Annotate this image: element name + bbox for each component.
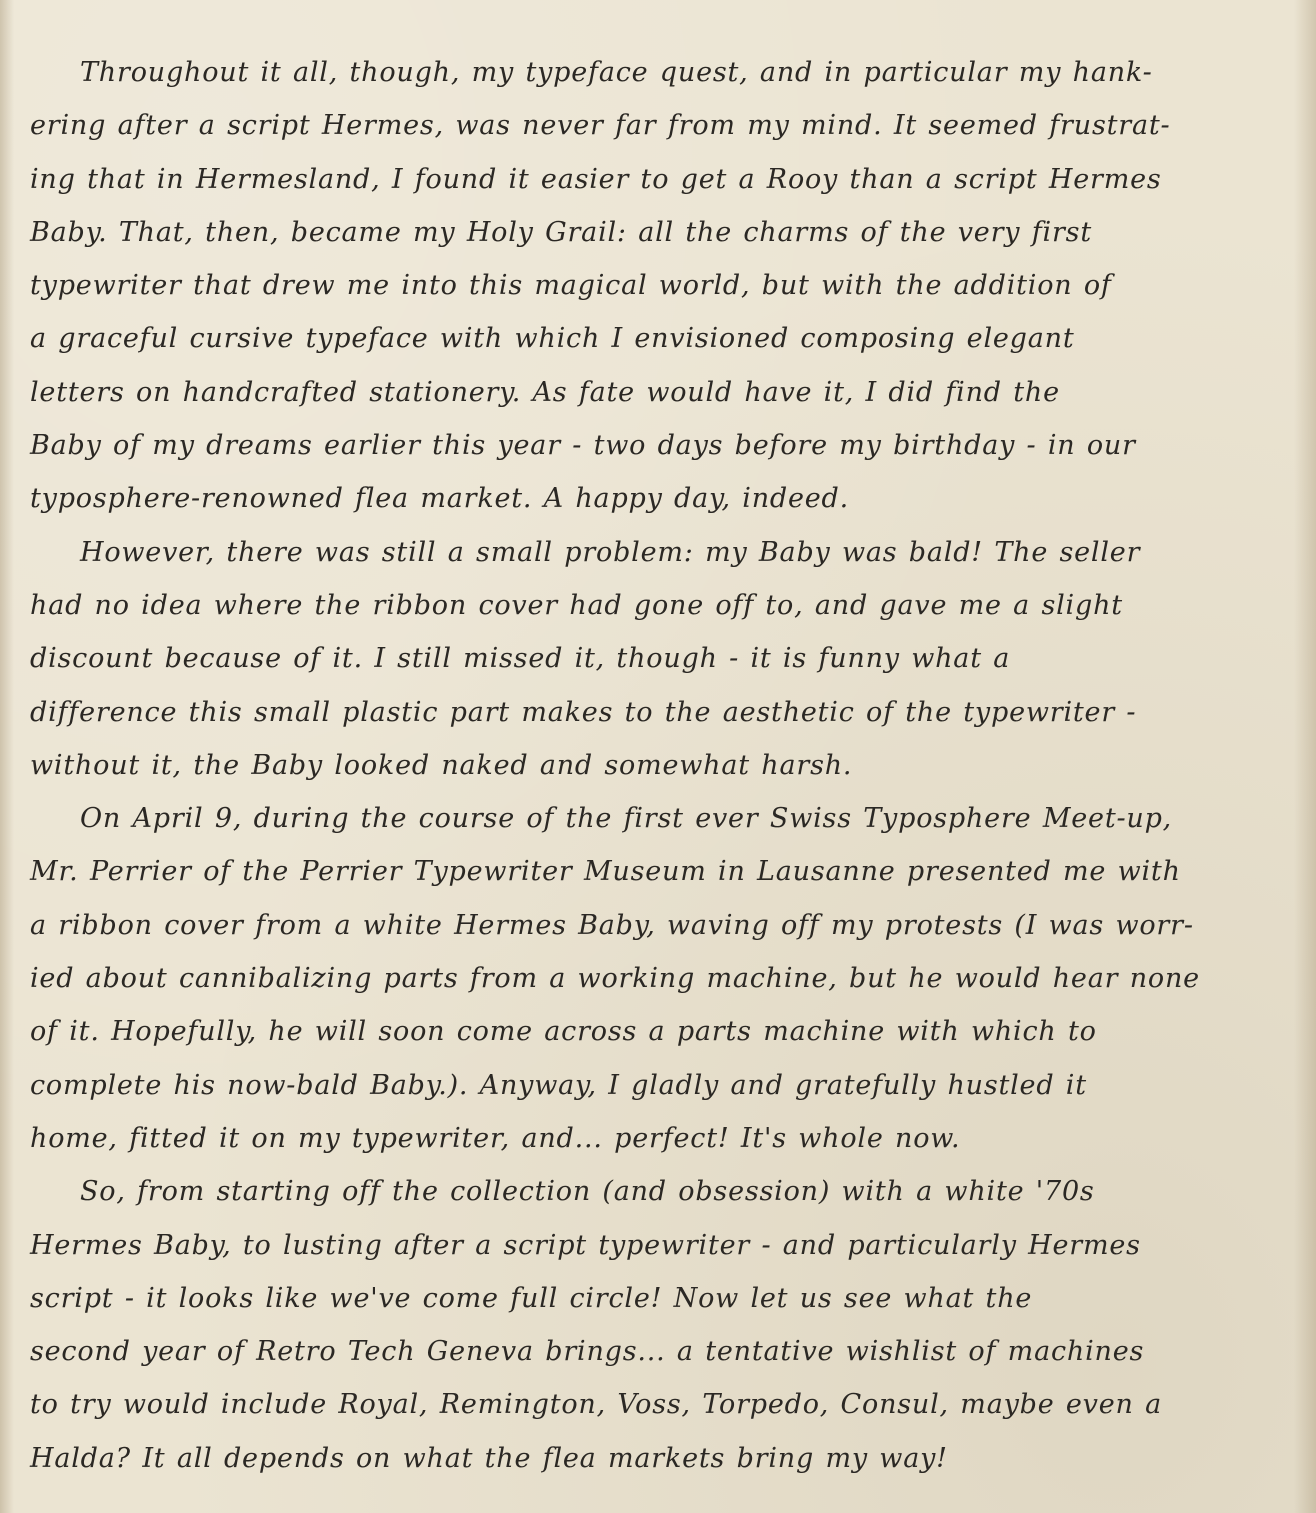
paragraph-3 xyxy=(30,792,1290,1165)
text-line: a graceful cursive typeface with which I envisioned composing elegant xyxy=(30,323,1075,355)
text-line: without it, the Baby looked naked and somewhat harsh. xyxy=(30,749,853,781)
text-line: So, from starting off the collection (and obsession) with a white '70s xyxy=(80,1176,1095,1208)
text-line: ied about cannibalizing parts from a working machine, but he would hear none xyxy=(30,963,1200,995)
document-body xyxy=(30,46,1290,1485)
text-line: ering after a script Hermes, was never far from my mind. It seemed frustrat- xyxy=(30,110,1171,142)
text-line: Baby of my dreams earlier this year - two days before my birthday - in our xyxy=(30,430,1136,462)
text-line: typosphere-renowned flea market. A happy day, indeed. xyxy=(30,483,849,515)
text-line: typewriter that drew me into this magical world, but with the addition of xyxy=(30,270,1112,302)
text-line: letters on handcrafted stationery. As fate would have it, I did find the xyxy=(30,376,1060,408)
text-line: to try would include Royal, Remington, Voss, Torpedo, Consul, maybe even a xyxy=(30,1389,1162,1421)
text-line: Mr. Perrier of the Perrier Typewriter Museum in Lausanne presented me with xyxy=(30,856,1181,888)
text-line: Baby. That, then, became my Holy Grail: all the charms of the very first xyxy=(30,216,1092,248)
paragraph-1 xyxy=(30,46,1290,526)
paragraph-2 xyxy=(30,526,1290,792)
text-line: Halda? It all depends on what the flea markets bring my way! xyxy=(30,1442,948,1474)
text-line: script - it looks like we've come full circle! Now let us see what the xyxy=(30,1282,1033,1314)
text-line: had no idea where the ribbon cover had gone off to, and gave me a slight xyxy=(30,589,1123,621)
text-line: second year of Retro Tech Geneva brings... a tentative wishlist of machines xyxy=(30,1336,1145,1368)
text-line: On April 9, during the course of the first ever Swiss Typosphere Meet-up, xyxy=(80,803,1173,835)
text-line: difference this small plastic part makes to the aesthetic of the typewriter - xyxy=(30,696,1137,728)
text-line: discount because of it. I still missed it, though - it is funny what a xyxy=(30,643,1011,675)
text-line: Hermes Baby, to lusting after a script typewriter - and particularly Hermes xyxy=(30,1229,1141,1261)
text-line: ing that in Hermesland, I found it easier to get a Rooy than a script Hermes xyxy=(30,163,1162,195)
text-line: of it. Hopefully, he will soon come across a parts machine with which to xyxy=(30,1016,1097,1048)
text-line: Throughout it all, though, my typeface quest, and in particular my hank- xyxy=(80,57,1153,88)
text-line: However, there was still a small problem: my Baby was bald! The seller xyxy=(80,536,1141,568)
paragraph-4 xyxy=(30,1165,1290,1485)
text-line: a ribbon cover from a white Hermes Baby, waving off my protests (I was worr- xyxy=(30,909,1194,941)
text-line: home, fitted it on my typewriter, and... perfect! It's whole now. xyxy=(30,1122,961,1154)
text-line: complete his now-bald Baby.). Anyway, I gladly and gratefully hustled it xyxy=(30,1069,1087,1101)
